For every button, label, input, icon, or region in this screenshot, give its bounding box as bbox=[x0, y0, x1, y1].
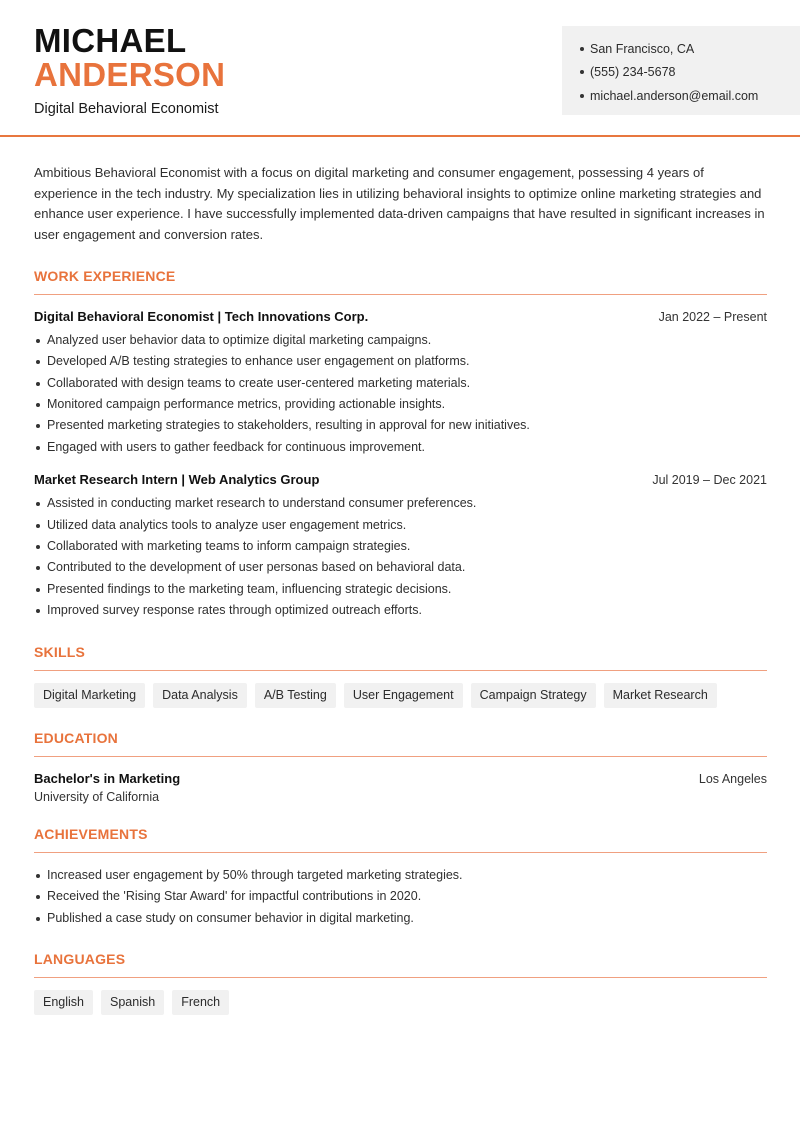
list-item: Developed A/B testing strategies to enhance user engagement on platforms. bbox=[34, 351, 767, 372]
contact-email-text: michael.anderson@email.com bbox=[590, 88, 759, 103]
name-block bbox=[34, 24, 225, 117]
skill-tag: Campaign Strategy bbox=[471, 683, 596, 708]
contact-email bbox=[580, 84, 800, 108]
languages-list bbox=[34, 990, 767, 1015]
resume-content bbox=[34, 163, 767, 1015]
list-item: Collaborated with marketing teams to inform campaign strategies. bbox=[34, 536, 767, 557]
contact-box bbox=[562, 26, 800, 115]
job-header bbox=[34, 309, 767, 324]
job-entry bbox=[34, 309, 767, 458]
education-header bbox=[34, 771, 767, 786]
section-title-achievements: ACHIEVEMENTS bbox=[34, 826, 767, 853]
education-entry bbox=[34, 771, 767, 804]
list-item: Presented marketing strategies to stakeholders, resulting in approval for new initiatives. bbox=[34, 415, 767, 436]
job-role: Digital Behavioral Economist | Tech Innovations Corp. bbox=[34, 308, 369, 324]
list-item: Received the 'Rising Star Award' for impactful contributions in 2020. bbox=[34, 886, 767, 907]
language-tag: Spanish bbox=[101, 990, 164, 1015]
job-entry bbox=[34, 472, 767, 621]
job-dates: Jul 2019 – Dec 2021 bbox=[652, 473, 767, 488]
list-item: Engaged with users to gather feedback for continuous improvement. bbox=[34, 437, 767, 458]
list-item: Utilized data analytics tools to analyze user engagement metrics. bbox=[34, 515, 767, 536]
section-title-work: WORK EXPERIENCE bbox=[34, 268, 767, 295]
list-item: Presented findings to the marketing team, influencing strategic decisions. bbox=[34, 579, 767, 600]
job-title: Digital Behavioral Economist bbox=[34, 101, 219, 117]
job-bullets bbox=[34, 330, 767, 458]
bullet-icon bbox=[580, 47, 584, 51]
skill-tag: Digital Marketing bbox=[34, 683, 145, 708]
list-item: Published a case study on consumer behavior in digital marketing. bbox=[34, 908, 767, 929]
skill-tag: Data Analysis bbox=[153, 683, 247, 708]
last-name: ANDERSON bbox=[34, 56, 226, 93]
skill-tag: Market Research bbox=[604, 683, 717, 708]
resume-header bbox=[0, 0, 800, 137]
skills-list bbox=[34, 683, 767, 708]
list-item: Assisted in conducting market research to understand consumer preferences. bbox=[34, 493, 767, 514]
list-item: Monitored campaign performance metrics, providing actionable insights. bbox=[34, 394, 767, 415]
language-tag: French bbox=[172, 990, 229, 1015]
education-school: University of California bbox=[34, 789, 160, 804]
section-title-skills: SKILLS bbox=[34, 644, 767, 671]
job-header bbox=[34, 472, 767, 487]
list-item: Increased user engagement by 50% through targeted marketing strategies. bbox=[34, 865, 767, 886]
skill-tag: A/B Testing bbox=[255, 683, 336, 708]
bullet-icon bbox=[580, 94, 584, 98]
language-tag: English bbox=[34, 990, 93, 1015]
job-bullets bbox=[34, 493, 767, 621]
list-item: Improved survey response rates through optimized outreach efforts. bbox=[34, 600, 767, 621]
contact-location-text: San Francisco, CA bbox=[590, 41, 695, 56]
list-item: Analyzed user behavior data to optimize digital marketing campaigns. bbox=[34, 330, 767, 351]
achievements-list bbox=[34, 865, 767, 929]
job-role: Market Research Intern | Web Analytics Group bbox=[34, 472, 320, 488]
contact-location bbox=[580, 37, 800, 61]
contact-phone bbox=[580, 61, 800, 85]
job-dates: Jan 2022 – Present bbox=[658, 309, 767, 324]
bullet-icon bbox=[580, 70, 584, 74]
education-location: Los Angeles bbox=[698, 771, 767, 786]
education-degree: Bachelor's in Marketing bbox=[34, 770, 181, 786]
first-name: MICHAEL bbox=[34, 22, 187, 59]
summary: Ambitious Behavioral Economist with a focus on digital marketing and consumer engagement, possessing 4 years of experience in the tech industry. My specialization lies in utilizing behavioral insights to optimize online marketing strategies and enhance user experience. I have successfully implemented data-driven campaigns that have resulted in significant increases in user engagement and conversion rates. bbox=[34, 165, 765, 243]
section-title-education: EDUCATION bbox=[34, 730, 767, 757]
skill-tag: User Engagement bbox=[344, 683, 463, 708]
section-title-languages: LANGUAGES bbox=[34, 951, 767, 978]
contact-phone-text: (555) 234-5678 bbox=[590, 65, 676, 80]
list-item: Contributed to the development of user personas based on behavioral data. bbox=[34, 557, 767, 578]
list-item: Collaborated with design teams to create user-centered marketing materials. bbox=[34, 373, 767, 394]
